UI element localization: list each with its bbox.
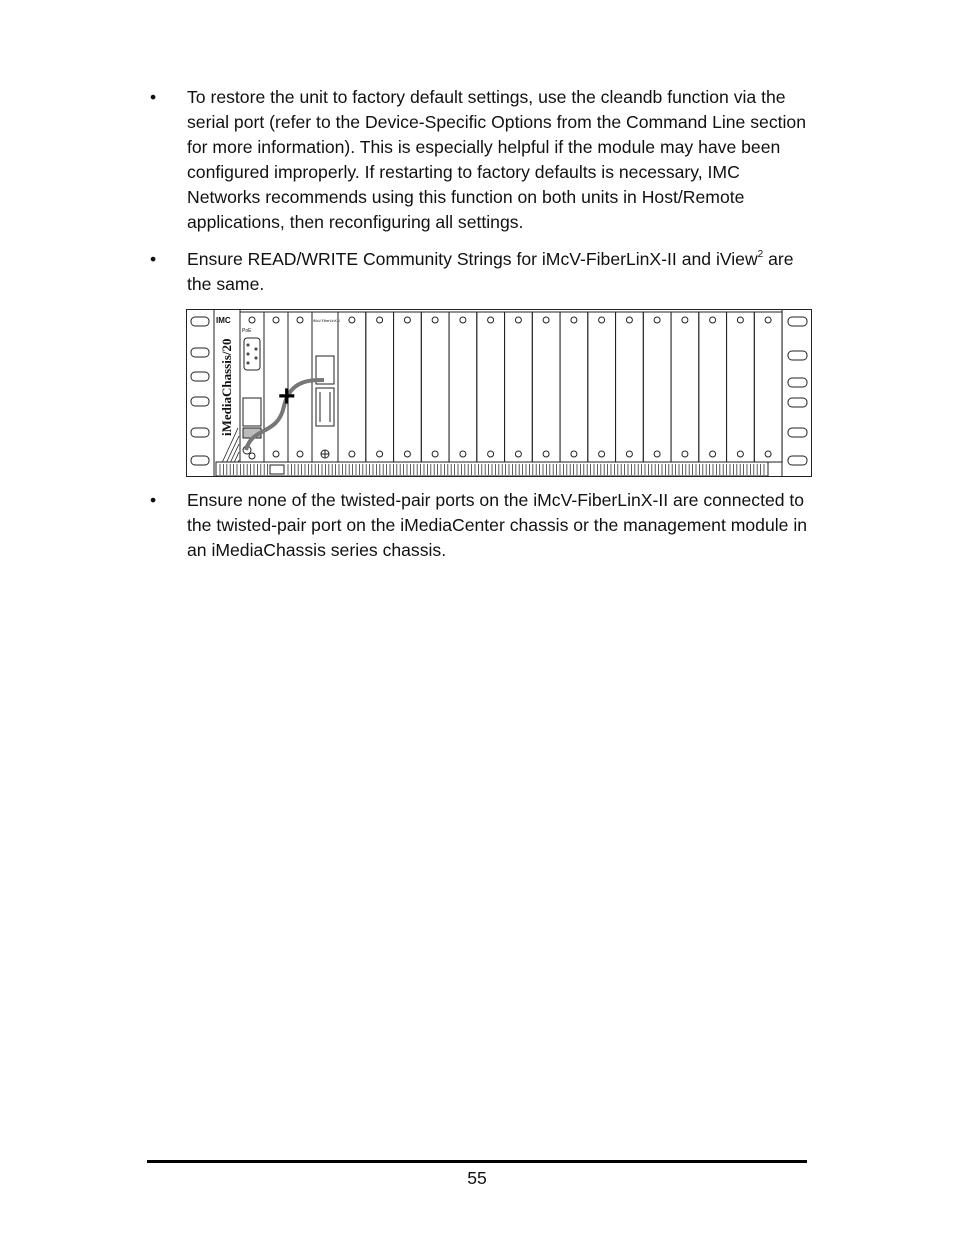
bullet-mark: • [150, 87, 157, 107]
bullet-text: Ensure none of the twisted-pair ports on the iMcV-FiberLinX-II are connected to the twisted-pair port on the iMediaCenter chassis or the management module in an iMediaChassis series chassis. [187, 490, 808, 560]
chassis-label: iMediaChassis/20 [219, 338, 234, 436]
bullet-item-community-strings [150, 247, 810, 297]
bullet-mark: • [150, 249, 157, 269]
imc-logo: IMC [216, 316, 231, 325]
bullet-text [187, 247, 810, 297]
bullet-text-before: Ensure READ/WRITE Community Strings for iMcV-FiberLinX-II and iView [187, 249, 758, 269]
superscript: 2 [757, 249, 764, 261]
bullet-mark: • [150, 490, 157, 510]
x-marker: + [278, 380, 296, 413]
fiberlinx-module-label: iMcV-FiberLinX-II [313, 319, 340, 323]
chassis-figure [186, 308, 812, 478]
bullet-text: To restore the unit to factory default settings, use the cleandb function via the serial port (refer to the Device-Specific Options from the Command Line section for more information). This is especially helpful if the module may have been configured improperly. If restarting to factory defaults is necessary, IMC Networks recommends using this function on both units in Host/Remote applications, then reconfiguring all settings. [187, 87, 806, 232]
vent-handle [270, 465, 284, 474]
bullet-text-after: are the same. [187, 249, 794, 294]
page-number: 55 [467, 1168, 487, 1188]
bullet-item-twisted-pair [150, 488, 810, 563]
mgmt-module-label: PoE [242, 328, 252, 334]
footer-rule [147, 1160, 807, 1163]
vent-lines [220, 464, 764, 475]
bullet-item-restore-defaults [150, 85, 810, 235]
